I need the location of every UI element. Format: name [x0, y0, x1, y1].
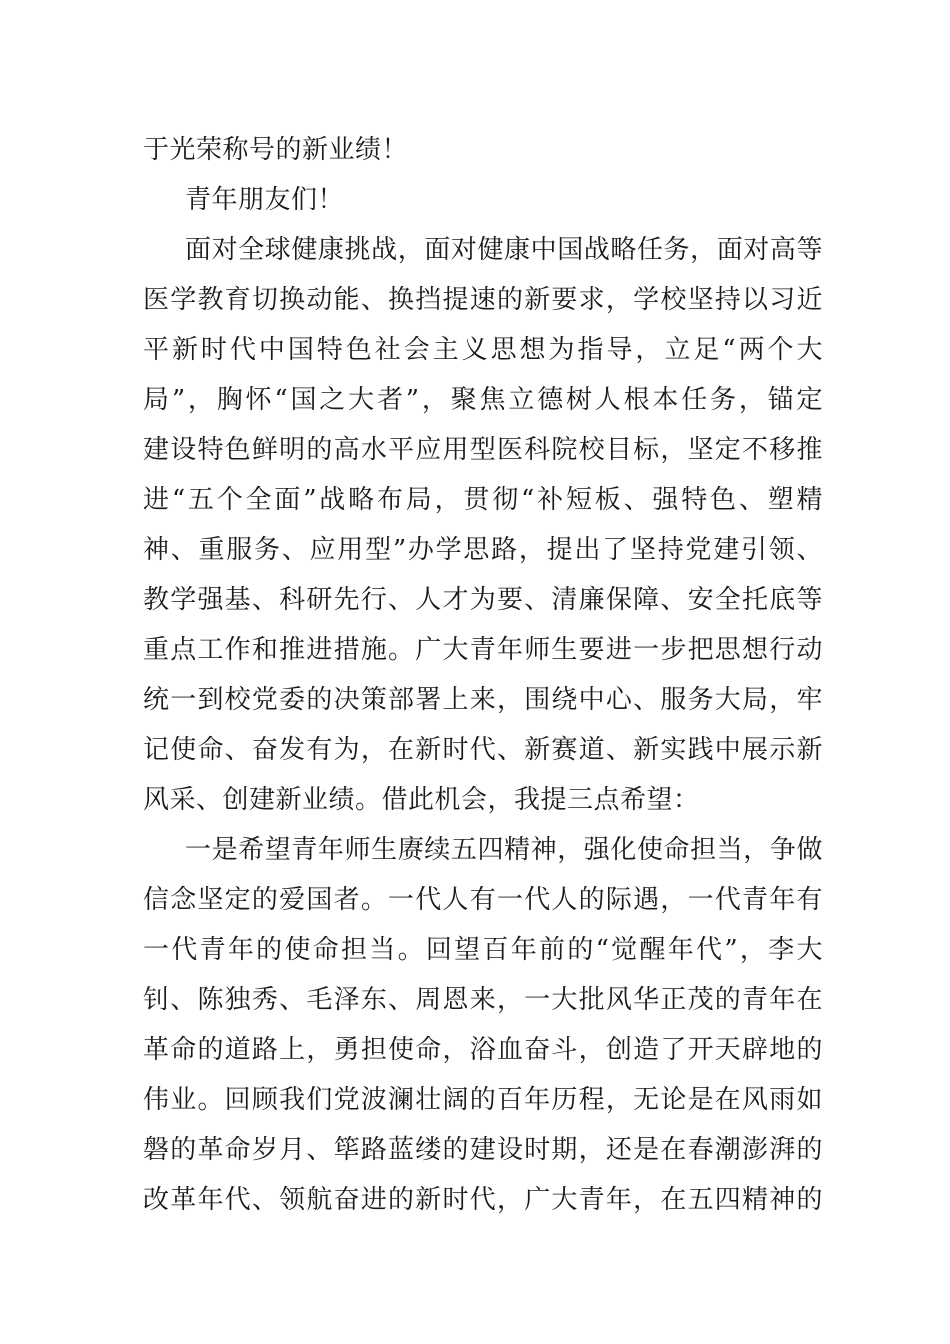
- text-line: 进“五个全面”战略布局，贯彻“补短板、强特色、塑精: [143, 485, 823, 515]
- text-line: 平新时代中国特色社会主义思想为指导，立足“两个大: [143, 335, 823, 365]
- text-line: 于光荣称号的新业绩！: [143, 135, 409, 165]
- text-line: 记使命、奋发有为，在新时代、新赛道、新实践中展示新: [143, 735, 823, 765]
- text-line: 教学强基、科研先行、人才为要、清廉保障、安全托底等: [143, 585, 823, 615]
- text-line: 重点工作和推进措施。广大青年师生要进一步把思想行动: [143, 635, 823, 665]
- text-line: 风采、创建新业绩。借此机会，我提三点希望：: [143, 785, 700, 815]
- text-line: 革命的道路上，勇担使命，浴血奋斗，创造了开天辟地的: [143, 1035, 823, 1065]
- text-line: 面对全球健康挑战，面对健康中国战略任务，面对高等: [185, 235, 823, 265]
- text-line: 改革年代、领航奋进的新时代，广大青年，在五四精神的: [143, 1185, 823, 1215]
- text-line: 建设特色鲜明的高水平应用型医科院校目标，坚定不移推: [143, 435, 823, 465]
- text-line: 医学教育切换动能、换挡提速的新要求，学校坚持以习近: [143, 285, 823, 315]
- text-line: 一是希望青年师生赓续五四精神，强化使命担当，争做: [185, 835, 823, 865]
- text-line: 神、重服务、应用型”办学思路，提出了坚持党建引领、: [143, 535, 823, 565]
- text-line: 钊、陈独秀、毛泽东、周恩来，一大批风华正茂的青年在: [143, 985, 823, 1015]
- text-line: 磐的革命岁月、筚路蓝缕的建设时期，还是在春潮澎湃的: [143, 1135, 823, 1165]
- text-line: 伟业。回顾我们党波澜壮阔的百年历程，无论是在风雨如: [143, 1085, 823, 1115]
- text-line: 局”，胸怀“国之大者”，聚焦立德树人根本任务，锚定: [143, 385, 823, 415]
- text-line: 信念坚定的爱国者。一代人有一代人的际遇，一代青年有: [143, 885, 823, 915]
- text-line: 青年朋友们！: [185, 185, 345, 215]
- text-line: 统一到校党委的决策部署上来，围绕中心、服务大局，牢: [143, 685, 823, 715]
- text-line: 一代青年的使命担当。回望百年前的“觉醒年代”，李大: [143, 935, 823, 965]
- text-body: [143, 125, 823, 1225]
